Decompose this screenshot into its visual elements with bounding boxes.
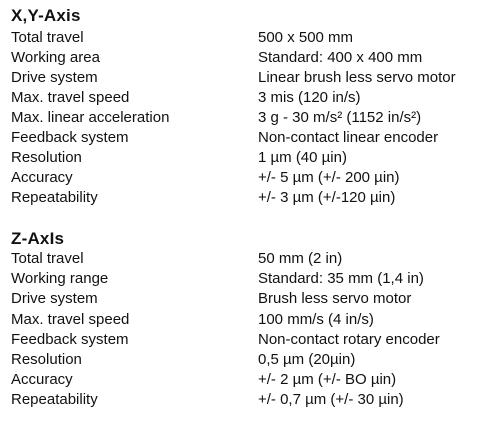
spec-label: Feedback system xyxy=(11,331,129,348)
spec-value: Non-contact rotary encoder xyxy=(258,331,440,348)
spec-value: Brush less servo motor xyxy=(258,290,412,307)
spec-row xyxy=(11,370,491,390)
spec-label: Accuracy xyxy=(11,169,73,186)
spec-value: Standard: 400 x 400 mm xyxy=(258,49,423,66)
spec-value: 100 mm/s (4 in/s) xyxy=(258,311,374,328)
spec-row xyxy=(11,88,491,108)
spec-row xyxy=(11,188,491,208)
z-axis-heading: Z-AxIs xyxy=(11,229,65,248)
spec-row xyxy=(11,249,491,269)
xy-axis-heading: X,Y-Axis xyxy=(11,6,81,25)
spec-row xyxy=(11,168,491,188)
spec-value: +/- 0,7 µm (+/- 30 µin) xyxy=(258,391,404,408)
spec-label: Max. travel speed xyxy=(11,89,130,106)
spec-value: +/- 3 µm (+/-120 µin) xyxy=(258,189,396,206)
spec-row xyxy=(11,390,491,410)
spec-value: 500 x 500 mm xyxy=(258,29,354,46)
spec-value: Linear brush less servo motor xyxy=(258,69,456,86)
spec-value: +/- 2 µm (+/- BO µin) xyxy=(258,371,397,388)
spec-value: 50 mm (2 in) xyxy=(258,250,343,267)
spec-row xyxy=(11,128,491,148)
spec-value: Standard: 35 mm (1,4 in) xyxy=(258,270,424,287)
spec-row xyxy=(11,48,491,68)
spec-label: Working range xyxy=(11,270,109,287)
spec-row xyxy=(11,350,491,370)
spec-value: 3 g - 30 m/s² (1152 in/s²) xyxy=(258,109,422,126)
spec-row xyxy=(11,108,491,128)
spec-row xyxy=(11,68,491,88)
spec-label: Resolution xyxy=(11,351,82,368)
spec-label: Max. travel speed xyxy=(11,311,130,328)
spec-label: Repeatability xyxy=(11,391,98,408)
spec-label: Total travel xyxy=(11,250,84,267)
spec-row xyxy=(11,310,491,330)
spec-label: Feedback system xyxy=(11,129,129,146)
spec-row xyxy=(11,289,491,309)
spec-row xyxy=(11,28,491,48)
spec-label: Max. linear acceleration xyxy=(11,109,170,126)
spec-value: Non-contact linear encoder xyxy=(258,129,439,146)
spec-row xyxy=(11,148,491,168)
spec-label: Total travel xyxy=(11,29,84,46)
spec-label: Repeatability xyxy=(11,189,98,206)
spec-label: Drive system xyxy=(11,290,98,307)
spec-value: 1 µm (40 µin) xyxy=(258,149,347,166)
spec-value: +/- 5 µm (+/- 200 µin) xyxy=(258,169,400,186)
spec-value: 0,5 µm (20µin) xyxy=(258,351,356,368)
spec-label: Drive system xyxy=(11,69,98,86)
spec-label: Accuracy xyxy=(11,371,73,388)
spec-label: Resolution xyxy=(11,149,82,166)
spec-row xyxy=(11,330,491,350)
spec-row xyxy=(11,269,491,289)
spec-label: Working area xyxy=(11,49,100,66)
spec-value: 3 mis (120 in/s) xyxy=(258,89,361,106)
